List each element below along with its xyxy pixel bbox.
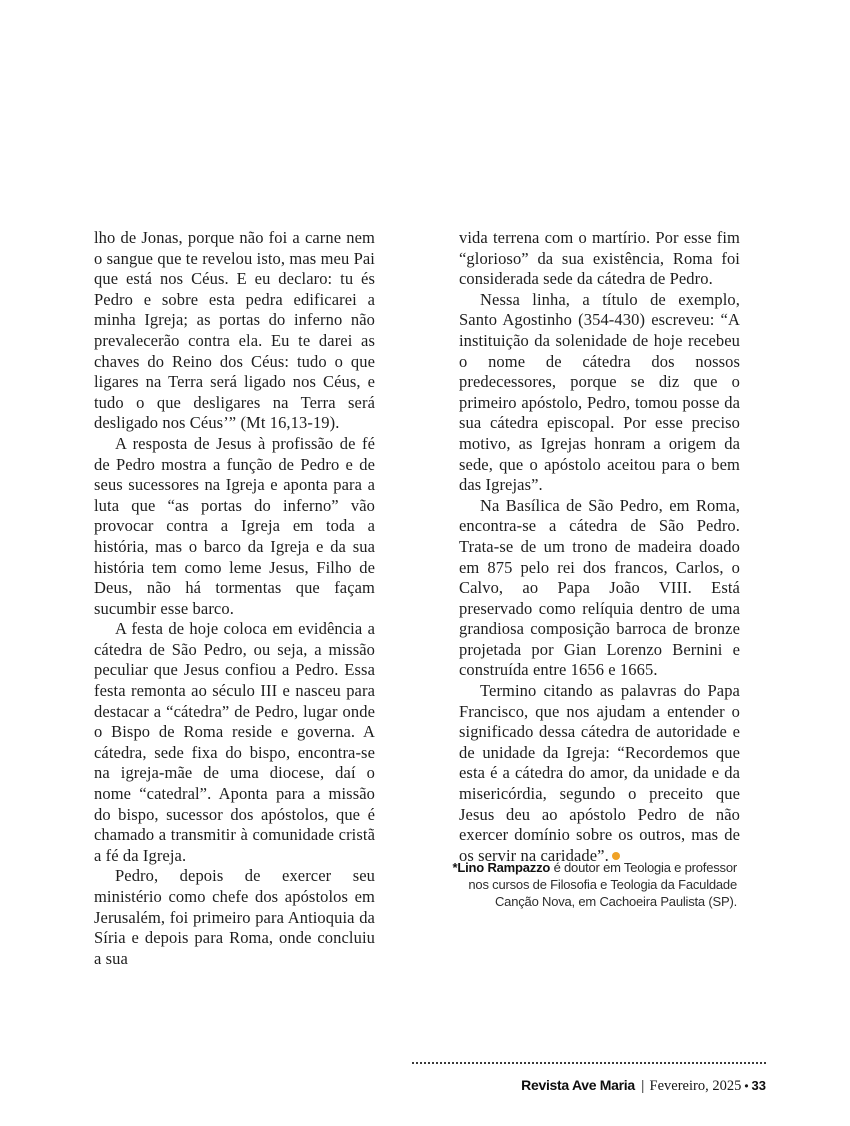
paragraph: lho de Jonas, porque não foi a carne nem o sangue que te revelou isto, mas meu Pai que está nos Céus. E eu declaro: tu és Pedro e sobre esta pedra edificarei a minha Igreja; as portas do inferno não prevalecerão contra ela. Eu te darei as chaves do Reino dos Céus: tudo o que ligares na Terra será ligado nos Céus, e tudo o que desligares na Terra será desligado nos Céus’” (Mt 16,13-19). [94, 228, 375, 433]
paragraph: A resposta de Jesus à profissão de fé de Pedro mostra a função de Pedro e de seus sucessores na Igreja e aponta para a luta que “as portas do inferno” vão provocar contra a Igreja em toda a história, mas o barco da Igreja e da sua história tem como leme Jesus, Filho de Deus, não há tormentas que façam sucumbir esse barco. [94, 433, 375, 618]
issue-date: Fevereiro, 2025 [649, 1078, 742, 1094]
paragraph: A festa de hoje coloca em evidência a cátedra de São Pedro, ou seja, a missão peculiar que Jesus confiou a Pedro. Essa festa remonta ao século III e nasceu para destacar a “cátedra” de Pedro, lugar onde o Bispo de Roma reside e governa. A cátedra, sede fixa do bispo, encontra-se na igreja-mãe de uma diocese, daí o nome “catedral”. Aponta para a missão do bispo, sucessor dos apóstolos, que é chamado a transmitir à comunidade cristã a fé da Igreja. [94, 619, 375, 865]
page-footer [412, 1062, 766, 1095]
author-bio [407, 859, 737, 910]
author-bio-line: Canção Nova, em Cachoeira Paulista (SP). [494, 894, 737, 909]
author-bio-line: nos cursos de Filosofia e Teologia da Faculdade [468, 877, 737, 892]
closing-paragraph-text: Termino citando as palavras do Papa Francisco, que nos ajudam a entender o significado dessa cátedra de autoridade e de unidade da Igreja: “Recordemos que esta é a cátedra do amor, da unidade e da misericórdia, segundo o preceito que Jesus deu ao apóstolo Pedro de não exercer domínio sobre os outros, mas de os servir na caridade”. [459, 681, 740, 865]
footer-separator: | [640, 1077, 645, 1093]
paragraph: Pedro, depois de exercer seu ministério como chefe dos apóstolos em Jerusalém, foi primeiro para Antioquia da Síria e depois para Roma, onde concluiu a sua [94, 866, 375, 968]
paragraph: vida terrena com o martírio. Por esse fim “glorioso” da sua existência, Roma foi considerada sede da cátedra de Pedro. [459, 228, 740, 289]
magazine-name: Revista Ave Maria [521, 1077, 635, 1093]
closing-paragraph [459, 681, 740, 866]
footer-dotted-rule [412, 1062, 766, 1064]
article-column-right [459, 228, 740, 866]
page-number: 33 [751, 1078, 766, 1093]
footer-text [412, 1077, 766, 1095]
article-column-left [94, 228, 375, 969]
author-bio-text: é doutor em Teologia e professor [550, 860, 737, 875]
paragraph: Na Basílica de São Pedro, em Roma, encontra-se a cátedra de São Pedro. Trata-se de um trono de madeira doado em 875 pelo rei dos francos, Carlos, o Calvo, ao Papa João VIII. Está preservado como relíquia dentro de uma grandiosa composição barroca de bronze projetada por Gian Lorenzo Bernini e construída entre 1656 e 1665. [459, 495, 740, 680]
author-bio-line [407, 859, 737, 876]
footer-bullet: • [744, 1079, 749, 1093]
author-name: *Lino Rampazzo [452, 860, 551, 875]
paragraph: Nessa linha, a título de exemplo, Santo Agostinho (354-430) escreveu: “A instituição da solenidade de hoje recebeu o nome de cátedra dos nossos predecessores, porque se diz que o primeiro apóstolo, Pedro, tomou posse da sua cátedra episcopal. Por esse preciso motivo, as Igrejas honram a origem da sede, que o apóstolo aceitou para o bem das Igrejas”. [459, 289, 740, 495]
